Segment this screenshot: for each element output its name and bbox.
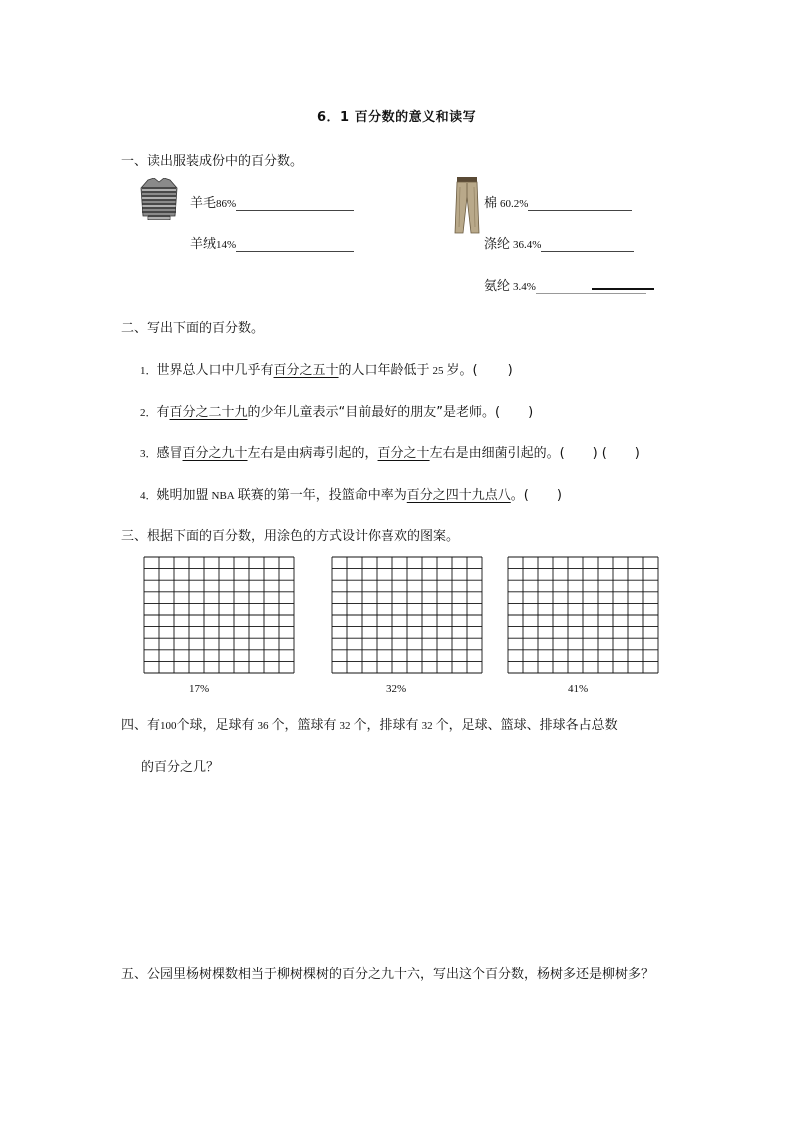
pants-item-spandex [484, 275, 646, 294]
q-text: 左右是由病毒引起的， [247, 446, 378, 461]
question-2 [140, 401, 533, 420]
item-value: 3.4% [513, 281, 536, 293]
section3-heading: 三、根据下面的百分数，用涂色的方式设计你喜欢的图案。 [121, 529, 460, 544]
pants-item-cotton [484, 192, 632, 211]
q-number: 32 [339, 720, 351, 732]
q-text: 岁。( [446, 363, 478, 378]
q-underlined: 百分之二十九 [169, 405, 248, 420]
q-text: 。( [510, 488, 529, 503]
q-underlined: 百分之十 [377, 446, 430, 461]
item-value: 14% [216, 239, 237, 251]
grid-3[interactable] [507, 556, 659, 674]
q-underlined: 百分之四十九点八 [406, 488, 511, 503]
q-text: 感冒 [156, 446, 183, 461]
question-3 [140, 442, 640, 461]
pants-icon [454, 177, 480, 235]
sweater-icon [140, 178, 178, 220]
grid-label-3: 41% [568, 683, 589, 695]
q-text: 个球，足球有 [176, 718, 255, 733]
question-number: 1． [140, 365, 157, 377]
question-number: 4． [140, 490, 157, 502]
item-label: 羊绒 [190, 237, 217, 252]
question-4 [140, 484, 562, 503]
sweater-item-wool [190, 192, 354, 211]
q-text: 联赛的第一年，投篮命中率为 [237, 488, 407, 503]
q-number: 32 [421, 720, 433, 732]
q-underlined: 百分之九十 [182, 446, 248, 461]
q-text: ) [592, 446, 598, 461]
answer-blank[interactable] [528, 200, 632, 211]
item-label: 棉 [484, 196, 498, 211]
item-label: 羊毛 [190, 196, 217, 211]
sweater-item-cashmere [190, 233, 354, 252]
q-text: 个，篮球有 [271, 718, 337, 733]
question-number: 2． [140, 407, 157, 419]
q-text: ) [634, 446, 640, 461]
q-text: 世界总人口中几乎有 [156, 363, 274, 378]
q-text: 姚明加盟 [156, 488, 209, 503]
item-label: 涤纶 [484, 237, 511, 252]
section5-text: 五、公园里杨树棵数相当于柳树棵树的百分之九十六，写出这个百分数，杨树多还是柳树多？ [121, 967, 655, 982]
grid-1[interactable] [143, 556, 295, 674]
q-text: ( [601, 446, 607, 461]
item-label: 氨纶 [484, 279, 511, 294]
q-text: 的人口年龄低于 [338, 363, 430, 378]
q-text: 四、有 [121, 718, 161, 733]
q-text: 个，足球、篮球、排球各占总数 [435, 718, 618, 733]
question-1 [140, 359, 513, 378]
q-text: ) [528, 405, 534, 420]
grid-label-1: 17% [189, 683, 210, 695]
section4-line1 [121, 714, 618, 733]
q-number: NBA [211, 490, 235, 502]
q-number: 100 [160, 720, 177, 732]
section2-heading: 二、写出下面的百分数。 [121, 321, 265, 336]
q-text: 个，排球有 [353, 718, 419, 733]
answer-blank[interactable] [236, 241, 354, 252]
q-text: 的少年儿童表示“目前最好的朋友”是老师。( [247, 405, 501, 420]
item-value: 36.4% [513, 239, 542, 251]
answer-blank[interactable] [236, 200, 354, 211]
grid-2[interactable] [331, 556, 483, 674]
q-number: 36 [257, 720, 269, 732]
q-underlined: 百分之五十 [273, 363, 339, 378]
item-value: 86% [216, 198, 237, 210]
question-number: 3． [140, 448, 157, 460]
item-value: 60.2% [500, 198, 529, 210]
q-text: 有 [156, 405, 170, 420]
section4-line2: 的百分之几？ [141, 760, 220, 775]
answer-blank[interactable] [541, 241, 634, 252]
pants-item-polyester [484, 233, 634, 252]
q-number: 25 [432, 365, 444, 377]
page-title: 6．1 百分数的意义和读写 [317, 110, 477, 125]
q-text: ) [556, 488, 562, 503]
q-text: ) [507, 363, 513, 378]
grid-label-2: 32% [386, 683, 407, 695]
spandex-blank-bold [592, 288, 654, 290]
section1-heading: 一、读出服装成份中的百分数。 [121, 154, 304, 169]
q-text: 左右是由细菌引起的。( [429, 446, 565, 461]
